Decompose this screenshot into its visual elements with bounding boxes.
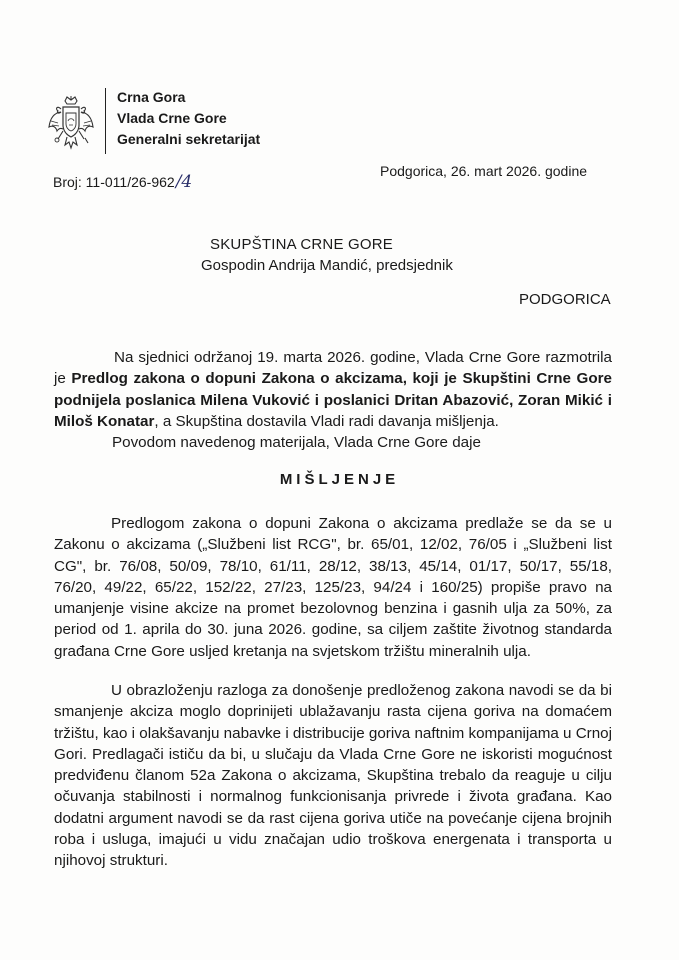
secretariat-name: Generalni sekretarijat [117,131,261,147]
opinion-heading: MIŠLJENJE [279,471,400,488]
addressee-institution: SKUPŠTINA CRNE GORE [210,236,394,253]
reference-number [53,172,192,192]
opinion-paragraph-2: U obrazloženju razloga za donošenje predloženog zakona navodi se da bi smanjenje akciza moglo doprinijeti ublažavanju rasta cijena goriva na domaćem tržištu, kao i olakšavanju nabavke i distribucije goriva naftnim kompanijama u Crnoj Gori. Predlagači ističu da bi, u slučaju da Vlada Crne Gore ne iskoristi mogućnost predviđenu članom 52a Zakona o akcizama, Skupština trebalo da reaguje u cilju očuvanja stabilnosti i normalnog funkcionisanja privrede i života građana. Kao dodatni argument navodi se da rast cijena goriva utiče na povećanje cijena brojnih roba i usluga, imajući u vidu značajan udio troškova energenata i transporta u njihovoj strukturi. [54,682,612,870]
opinion-paragraph-1: Predlogom zakona o dopuni Zakona o akcizama predlaže se da se u Zakonu o akcizama („Službeni list RCG", br. 65/01, 12/02, 76/05 i „Službeni list CG", br. 76/08, 50/09, 78/10, 61/11, 28/12, 38/13, 45/14, 01/17, 50/17, 55/18, 76/20, 49/22, 65/22, 152/22, 27/23, 125/23, 94/24 i 160/25) propiše pravo na umanjenje visine akcize na promet bezolovnog benzina i gasnih ulja za 50%, za period od 1. aprila do 30. juna 2026. godine, sa ciljem zaštite životnog standarda građana Crne Gore usljed kretanja na svjetskom tržištu mineralnih ulja. [54,515,612,660]
header-divider [105,88,106,154]
reference-number-handwritten: /4 [175,172,193,192]
addressee-city: PODGORICA [519,291,611,308]
government-name: Vlada Crne Gore [117,110,227,126]
intro-text-bold: Predlog zakona o dopuni Zakona o akcizama, koji je Skupštini Crne Gore podnijela poslanica Milena Vuković i poslanici Dritan Abazović, Zoran Mikić i Miloš Konatar [54,370,612,430]
intro-text-2: , a Skupština dostavila Vladi radi davanja mišljenja. [154,412,499,430]
reference-number-printed: Broj: 11-011/26-962 [53,174,175,190]
document-date: Podgorica, 26. mart 2026. godine [380,163,588,179]
povodom-line: Povodom navedenog materijala, Vlada Crne Gore daje [112,434,481,451]
intro-text-1: Na sjednici održanoj 19. marta 2026. godine, Vlada Crne Gore razmotrila je [54,349,612,388]
intro-paragraph [54,347,612,432]
coat-of-arms-icon [47,95,95,151]
country-name: Crna Gora [117,89,186,105]
addressee-person: Gospodin Andrija Mandić, predsjednik [201,257,453,274]
